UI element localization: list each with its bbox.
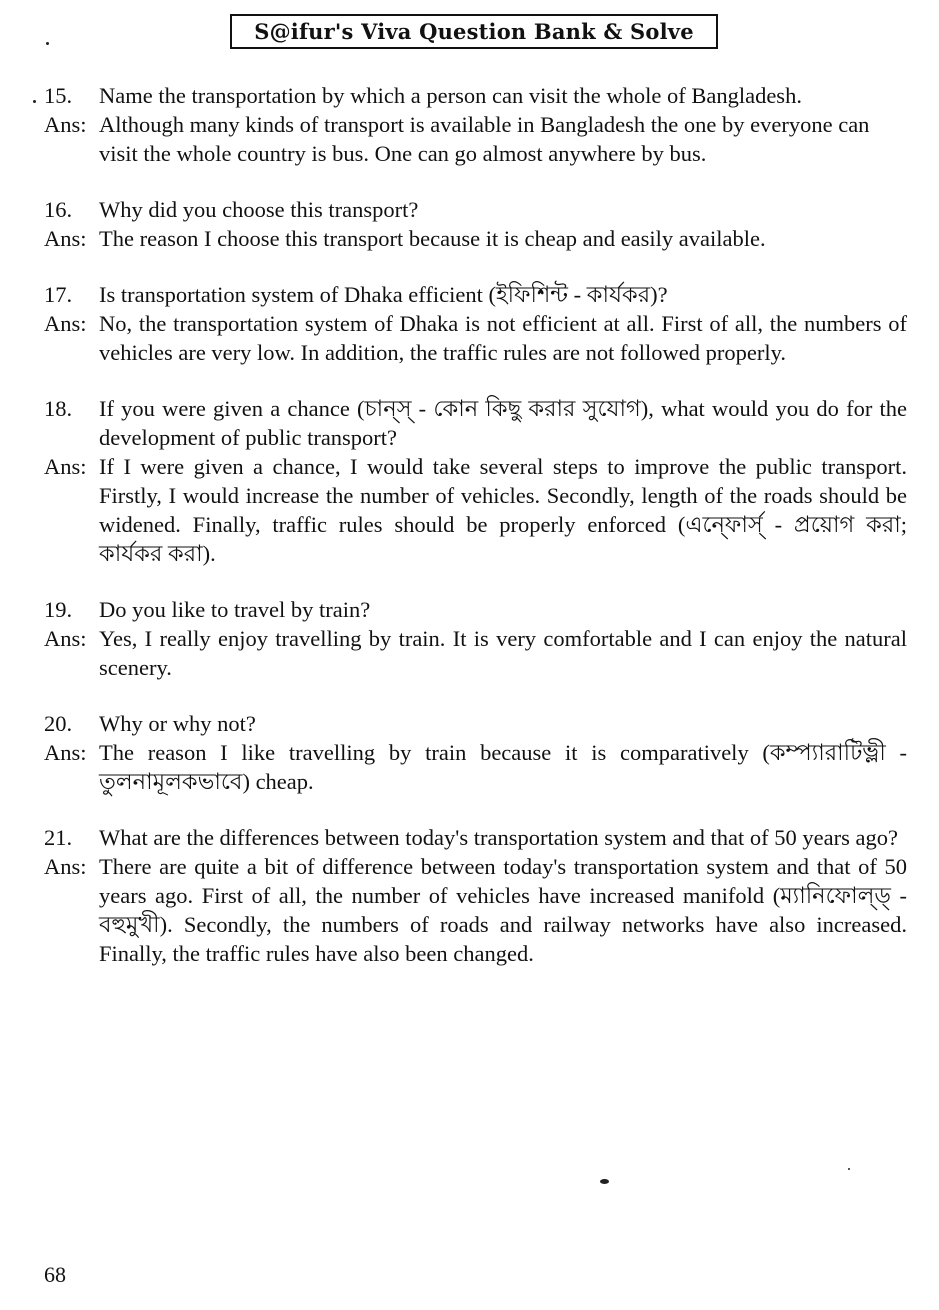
question-row — [0, 709, 939, 738]
answer-label: Ans: — [44, 740, 87, 765]
question-text: What are the differences between today's transportation system and that of 50 years ago? — [99, 825, 898, 850]
question-text: Do you like to travel by train? — [99, 597, 371, 622]
answer-row — [0, 852, 939, 968]
question-row — [0, 595, 939, 624]
qa-list — [0, 81, 939, 995]
answer-row — [0, 452, 939, 568]
scan-speck — [848, 1168, 850, 1170]
answer-label: Ans: — [44, 311, 87, 336]
page-number: 68 — [44, 1262, 66, 1287]
answer-row — [0, 624, 939, 682]
question-number: 17. — [44, 282, 73, 307]
question-number: 18. — [44, 396, 73, 421]
answer-text: The reason I choose this transport because it is cheap and easily available. — [99, 226, 766, 251]
answer-label: Ans: — [44, 454, 87, 479]
answer-label: Ans: — [44, 626, 87, 651]
qa-item-16 — [0, 195, 939, 253]
qa-item-17 — [0, 280, 939, 367]
scan-speck — [33, 100, 36, 103]
qa-item-19 — [0, 595, 939, 682]
question-number: 16. — [44, 197, 73, 222]
qa-item-15 — [0, 81, 939, 168]
answer-text: If I were given a chance, I would take several steps to improve the public transport. Firstly, I would increase the number of vehicles. Secondly, length of the roads should be widened. Finally, traffic rules should be properly enforced (এন্ফোর্স্ - প্রয়োগ করা; কার্যকর করা). — [99, 454, 907, 566]
answer-row — [0, 110, 939, 168]
answer-row — [0, 309, 939, 367]
question-text: Name the transportation by which a person can visit the whole of Bangladesh. — [99, 83, 802, 108]
question-row — [0, 394, 939, 452]
scan-speck — [46, 42, 49, 45]
page-header-title: S@ifur's Viva Question Bank & Solve — [230, 14, 718, 49]
question-row — [0, 280, 939, 309]
answer-row — [0, 224, 939, 253]
scan-speck — [600, 1179, 609, 1184]
question-row — [0, 823, 939, 852]
qa-item-21 — [0, 823, 939, 968]
question-row — [0, 81, 939, 110]
answer-text: There are quite a bit of difference between today's transportation system and that of 50 years ago. First of all, the number of vehicles have increased manifold (ম্যানিফোল্ড্ - বহুমুখী). Secondly, the numbers of roads and railway networks have also increased. Finally, the traffic rules have also been changed. — [99, 854, 907, 966]
answer-text: Although many kinds of transport is available in Bangladesh the one by everyone can visit the whole country is bus. One can go almost anywhere by bus. — [99, 112, 870, 166]
question-row — [0, 195, 939, 224]
answer-label: Ans: — [44, 854, 87, 879]
answer-label: Ans: — [44, 226, 87, 251]
question-text: Why or why not? — [99, 711, 256, 736]
question-number: 21. — [44, 825, 73, 850]
question-number: 15. — [44, 83, 73, 108]
question-text: If you were given a chance (চান্স্ - কোন কিছু করার সুযোগ), what would you do for the development of public transport? — [99, 396, 907, 450]
question-number: 20. — [44, 711, 73, 736]
question-text: Why did you choose this transport? — [99, 197, 419, 222]
qa-item-18 — [0, 394, 939, 568]
answer-text: The reason I like travelling by train because it is comparatively (কম্প্যারাটিভ্লী - তুলনামূলকভাবে) cheap. — [99, 740, 907, 794]
qa-item-20 — [0, 709, 939, 796]
answer-text: No, the transportation system of Dhaka is not efficient at all. First of all, the numbers of vehicles are very low. In addition, the traffic rules are not followed properly. — [99, 311, 907, 365]
question-number: 19. — [44, 597, 73, 622]
answer-text: Yes, I really enjoy travelling by train. It is very comfortable and I can enjoy the natural scenery. — [99, 626, 907, 680]
answer-label: Ans: — [44, 112, 87, 137]
answer-row — [0, 738, 939, 796]
question-text: Is transportation system of Dhaka efficient (ইফিশিন্ট - কার্যকর)? — [99, 282, 668, 307]
